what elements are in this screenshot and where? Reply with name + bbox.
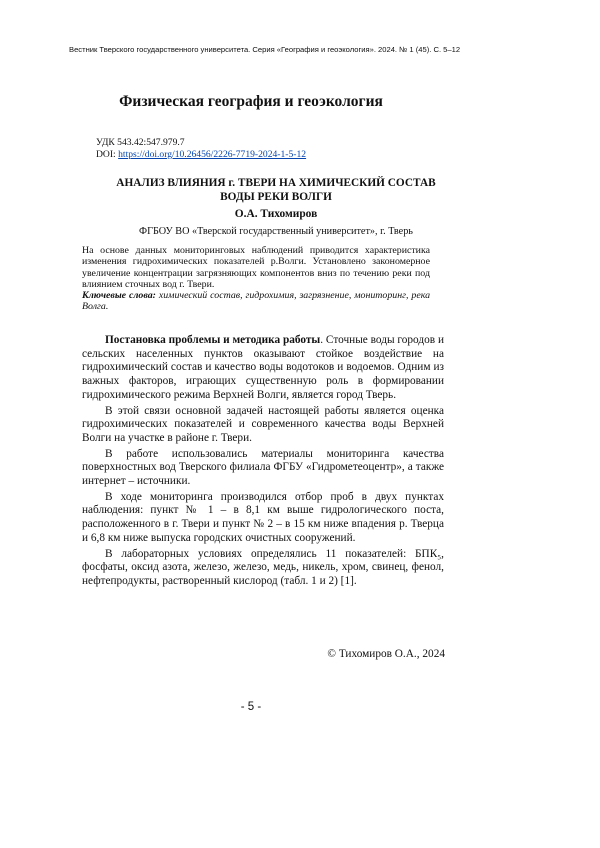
keywords-list: химический состав, гидрохимия, загрязнение, мониторинг, река Волга. <box>82 290 431 313</box>
keywords <box>82 290 430 313</box>
udk-code: УДК 543.42:547.979.7 <box>96 137 185 148</box>
doi-line <box>96 149 306 160</box>
author-name: О.А. Тихомиров <box>234 208 318 220</box>
page-number: - 5 - <box>240 701 262 713</box>
body-paragraph-2: В этой связи основной задачей настоящей работы является оценка гидрохимических показателей и современного качества воды Верхней Волги на участке в районе г. Твери. <box>82 404 444 444</box>
body-paragraph-4: В ходе мониторинга производился отбор проб в двух пунктах наблюдения: пункт № 1 – в 8,1 км выше гидрологического поста, расположенного в г. Твери и пункт № 2 – в 15 км ниже впадения р. Тверца и 6,8 км ниже выпуска городских очистных сооружений. <box>82 490 444 544</box>
body-paragraph-5: В лабораторных условиях определялись 11 показателей: БПК₅, фосфаты, оксид азота, железо, железо, медь, никель, хром, свинец, фенол, нефтепродукты, растворенный кислород (табл. 1 и 2) [1]. <box>82 547 444 587</box>
body-paragraph-3: В работе использовались материалы мониторинга качества поверхностных вод Тверского филиала ФГБУ «Гидрометеоцентр», а также интернет – источники. <box>82 447 444 488</box>
keywords-label: Ключевые слова: <box>82 290 156 302</box>
author-affiliation: ФГБОУ ВО «Тверской государственный университет», г. Тверь <box>139 226 413 237</box>
article-title-line-1: АНАЛИЗ ВЛИЯНИЯ г. ТВЕРИ НА ХИМИЧЕСКИЙ СОСТАВ <box>116 177 436 189</box>
paragraph-1-text: . Сточные воды городов и сельских населенных пунктов оказывают стойкое воздействие на гидрохимический состав и качество воды водотоков и водоемов. Одним из важных факторов, играющих существенную роль в формировании гидрохимического режима Верхней Волги, является город Тверь. <box>82 334 444 401</box>
article-title <box>96 177 456 204</box>
abstract-text: На основе данных мониторинговых наблюдений приводится характеристика изменения гидрохимических показателей р.Волги. Установлено закономерное увеличение концентрации загрязняющих компонентов вниз по течению реки под влиянием сточных вод г. Твери. <box>82 245 430 290</box>
copyright-notice: © Тихомиров О.А., 2024 <box>327 648 445 660</box>
section-title: Физическая география и геоэкология <box>119 93 383 110</box>
doi-label: DOI: <box>96 149 119 160</box>
article-title-line-2: ВОДЫ РЕКИ ВОЛГИ <box>220 190 332 203</box>
body-paragraph-1 <box>82 334 444 403</box>
paragraph-lead-heading: Постановка проблемы и методика работы <box>105 334 321 346</box>
doi-link[interactable]: https://doi.org/10.26456/2226-7719-2024-1-5-12 <box>118 149 307 160</box>
abstract <box>82 245 430 313</box>
running-header: Вестник Тверского государственного университета. Серия «География и геоэкология». 2024. № 1 (45). С. 5–12 <box>69 45 461 54</box>
article-body <box>82 334 444 589</box>
